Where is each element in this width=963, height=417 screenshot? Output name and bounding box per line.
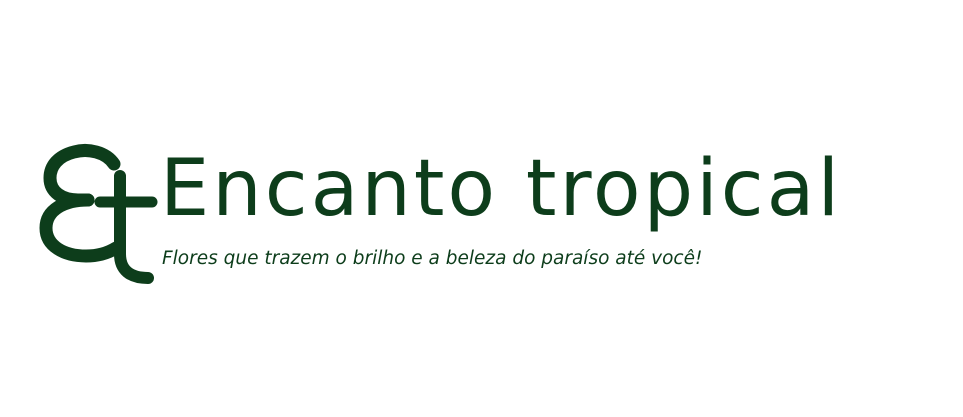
monogram-et-icon xyxy=(36,142,158,284)
brand-name: Encanto tropical xyxy=(160,144,843,234)
monogram-e-lower xyxy=(46,200,116,256)
monogram-strokes xyxy=(46,151,152,279)
monogram-t-stem xyxy=(120,176,148,278)
monogram-e-upper xyxy=(50,151,114,201)
brand-tagline: Flores que trazem o brilho e a beleza do paraíso até você! xyxy=(162,248,703,269)
